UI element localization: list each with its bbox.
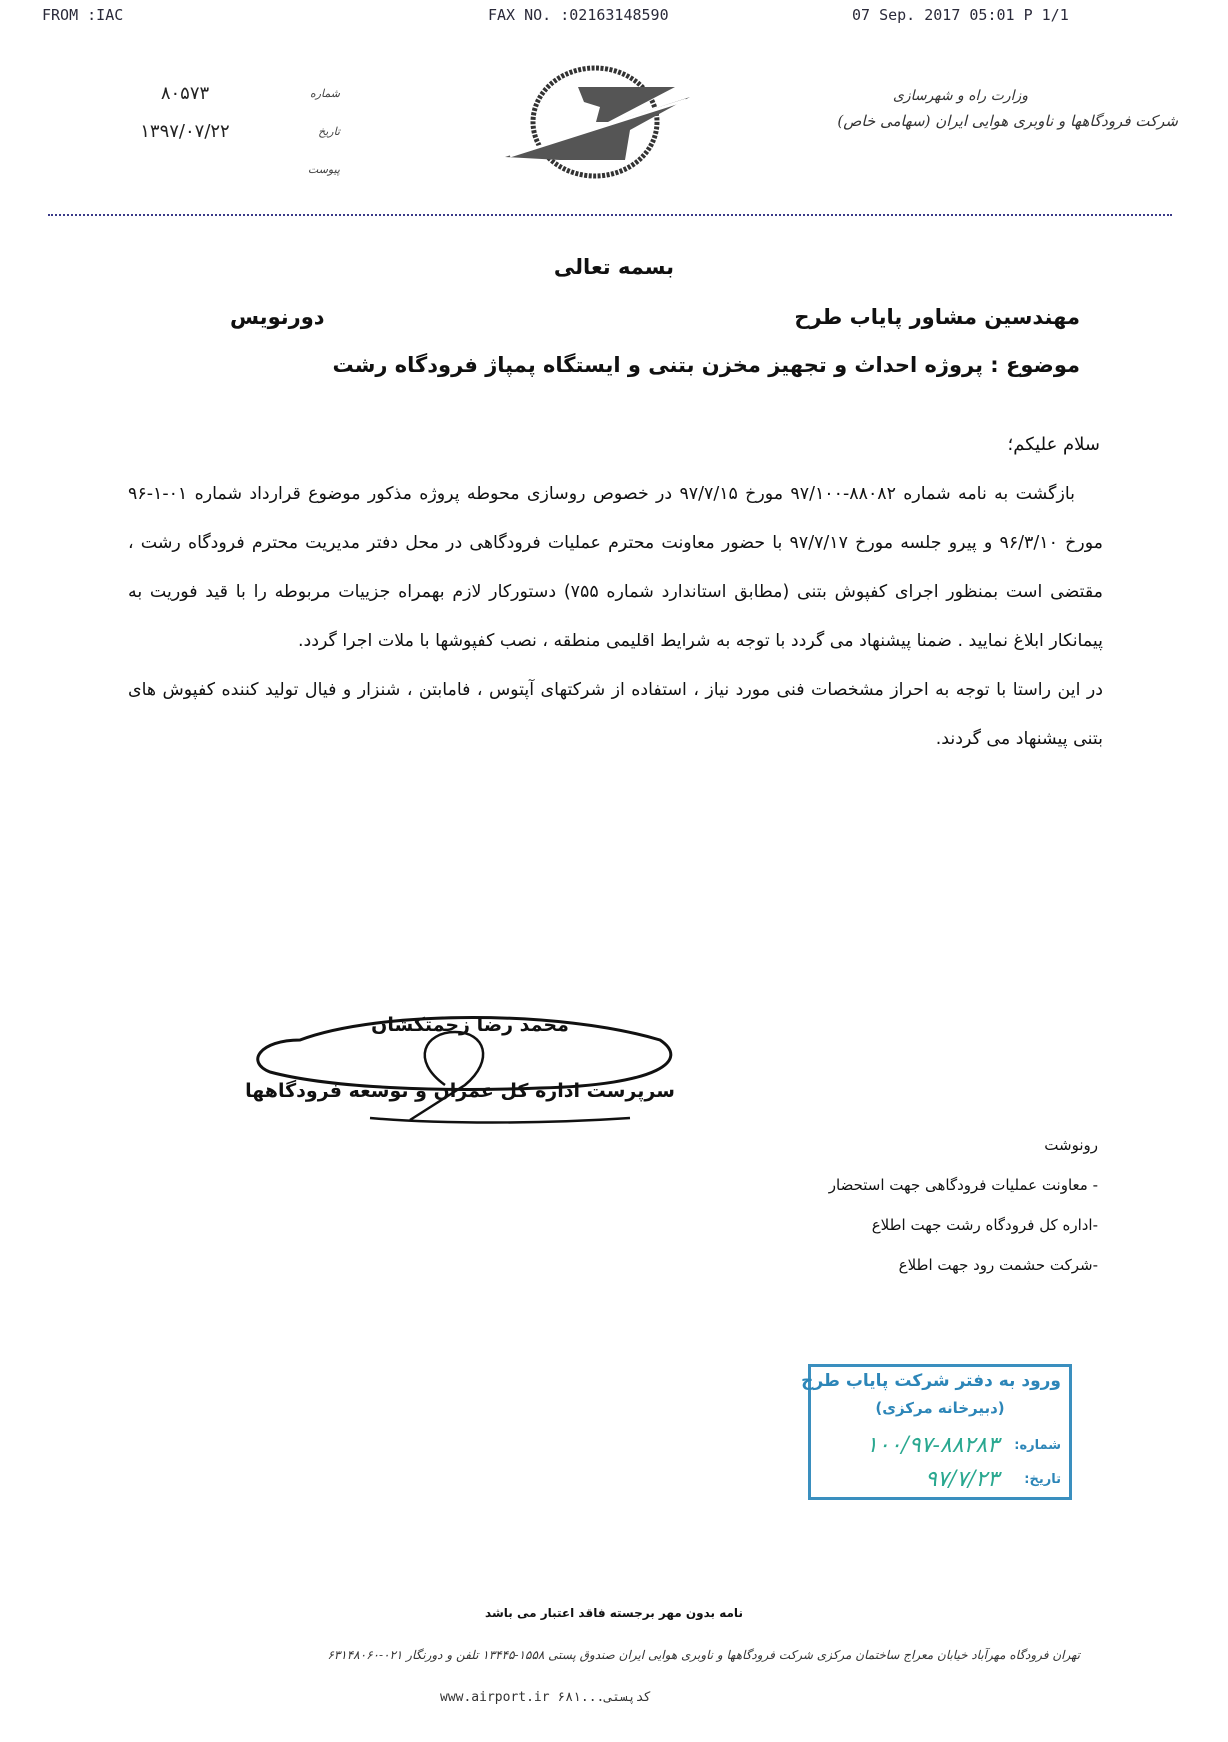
recipient: مهندسین مشاور پایاب طرح bbox=[794, 305, 1080, 329]
cc-title: رونوشت bbox=[1044, 1136, 1098, 1154]
body-paragraph-1: بازگشت به نامه شماره ۸۸۰۸۲-۹۷/۱۰۰ مورخ ۹۷/۷/۱۵ در خصوص روسازی محوطه پروژه مذکور موضوع قرارداد شماره ۰۱-۱-۹۶ مورخ ۹۶/۳/۱۰ و پیرو جلسه مورخ ۹۷/۷/۱۷ با حضور معاونت محترم عملیات فرودگاهی در محل دفتر مدیریت محترم فرودگاه رشت ، مقتضی است بمنظور اجرای کفپوش بتنی (مطابق استاندارد شماره ۷۵۵) دستورکار لازم بهمراه جزییات مربوطه را با قید فوریت به پیمانکار ابلاغ نمایید . ضمنا پیشنهاد می گردد با توجه به شرایط اقلیمی منطقه ، نصب کفپوشها با ملات اجرا گردد. bbox=[128, 484, 1104, 651]
stamp-number-label: شماره: bbox=[1014, 1437, 1061, 1453]
stamp-date-value: ۹۷/۷/۲۳ bbox=[925, 1466, 999, 1492]
letter-body bbox=[128, 470, 1103, 764]
cc-item: -شرکت حشمت رود جهت اطلاع bbox=[898, 1256, 1098, 1274]
meta-date-value: ۱۳۹۷/۰۷/۲۲ bbox=[140, 120, 230, 142]
stamp-date-label: تاریخ: bbox=[1024, 1471, 1061, 1487]
footer-validity-note: نامه بدون مهر برجسته فاقد اعتبار می باشد bbox=[485, 1606, 743, 1620]
stamp-number-value: ۱۰۰/۹۷-۸۸۲۸۳ bbox=[865, 1432, 999, 1458]
meta-attachment-label: پیوست bbox=[307, 162, 340, 176]
recipient-row bbox=[180, 305, 1080, 339]
company-logo bbox=[500, 62, 690, 180]
fax-from: FROM :IAC bbox=[42, 6, 124, 24]
meta-attachment-row bbox=[100, 150, 340, 188]
stamp-date-row bbox=[925, 1463, 1061, 1495]
body-paragraph-2: در این راستا با توجه به احراز مشخصات فنی مورد نیاز ، استفاده از شرکتهای آپتوس ، فامابتن ، شنزار و فیال تولید کننده کفپوش های بتنی پیشنهاد می گردند. bbox=[128, 680, 1103, 749]
letter-meta bbox=[100, 74, 340, 188]
letterhead bbox=[818, 88, 1178, 130]
receipt-stamp bbox=[801, 1364, 1072, 1500]
fax-timestamp: 07 Sep. 2017 05:01 P 1/1 bbox=[852, 6, 1069, 24]
greeting: سلام علیکم؛ bbox=[1007, 434, 1100, 455]
signatory-name: محمد رضا زحمتکشان bbox=[371, 1014, 569, 1036]
meta-number-value: ۸۰۵۷۳ bbox=[160, 82, 210, 104]
footer-address: تهران فرودگاه مهرآباد خیابان معراج ساختمان مرکزی شرکت فرودگاهها و ناوبری هوایی ایران صندوق پستی ۱۵۵۸-۱۳۴۴۵ تلفن و دورنگار ۰۲۱-۶۳۱۴۸۰۶۰ bbox=[327, 1648, 1080, 1662]
header-separator bbox=[48, 214, 1172, 216]
signatory-title: سرپرست اداره کل عمران و توسعه فرودگاهها bbox=[245, 1080, 675, 1102]
fax-transmission-header bbox=[0, 4, 1228, 26]
cc-item: -اداره کل فرودگاه رشت جهت اطلاع bbox=[871, 1216, 1098, 1234]
stamp-subtitle: (دبیرخانه مرکزی) bbox=[875, 1399, 1005, 1417]
cc-item: - معاونت عملیات فرودگاهی جهت استحضار bbox=[828, 1176, 1098, 1194]
cc-list bbox=[678, 1128, 1098, 1288]
meta-number-row bbox=[100, 74, 340, 112]
stamp-title: ورود به دفتر شرکت پایاب طرح bbox=[801, 1371, 1061, 1391]
meta-date-row bbox=[100, 112, 340, 150]
logo-upper-wing bbox=[578, 87, 675, 122]
signature-block bbox=[240, 1000, 680, 1140]
fax-note: دورنویس bbox=[230, 305, 325, 329]
company-name: شرکت فرودگاهها و ناوبری هوایی ایران (سهامی خاص) bbox=[837, 112, 1178, 130]
fax-number: FAX NO. :02163148590 bbox=[488, 6, 669, 24]
footer-website: www.airport.ir ۶۸۱...کدپستی bbox=[440, 1690, 652, 1705]
bismillah: بسمه تعالی bbox=[553, 255, 675, 279]
meta-number-label: شماره bbox=[309, 86, 340, 100]
meta-date-label: تاریخ bbox=[318, 124, 340, 138]
stamp-number-row bbox=[866, 1429, 1061, 1461]
subject-line: موضوع : پروژه احداث و تجهیز مخزن بتنی و ایستگاه پمپاژ فرودگاه رشت bbox=[332, 353, 1080, 377]
ministry-name: وزارت راه و شهرسازی bbox=[892, 88, 1028, 104]
